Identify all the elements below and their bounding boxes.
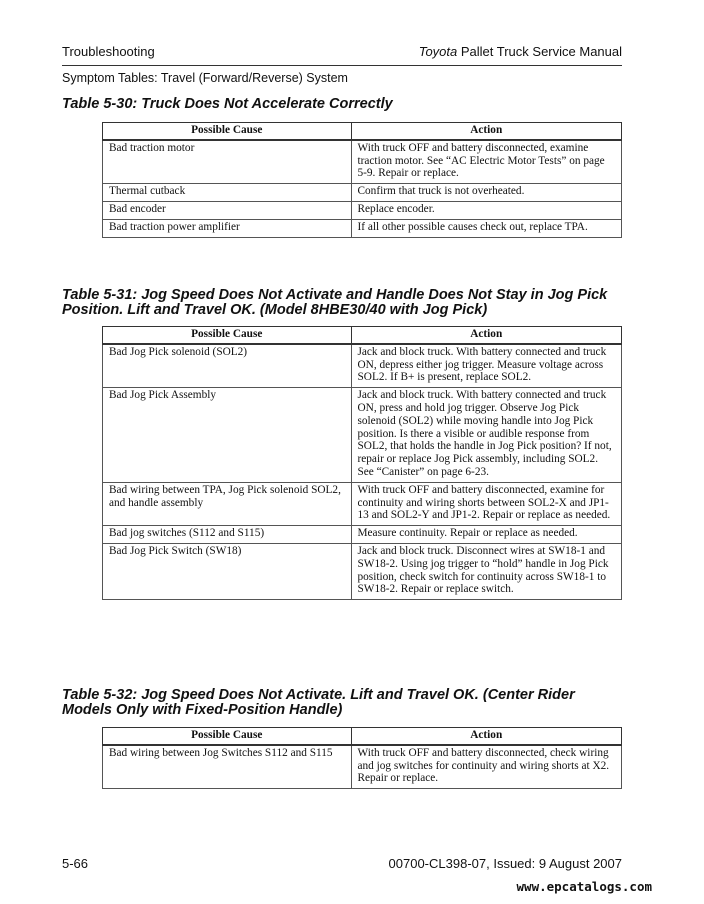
action-cell: Jack and block truck. With battery connected and truck ON, press and hold jog trigger. Observe Jog Pick solenoid (SOL2) while moving handle into Jog Pick position. Is there a visible or audible response from SOL2, that holds the handle in Jog Pick position? If not, repair or replace Jog Pick assembly, including SOL2. See “Canister” on page 6-23. <box>351 388 622 483</box>
cause-cell: Bad Jog Pick Switch (SW18) <box>103 543 352 599</box>
page-number: 5-66 <box>62 856 89 871</box>
table-header-row <box>103 123 622 140</box>
table-header-row <box>103 327 622 344</box>
table-row <box>103 745 622 789</box>
table-header-row <box>103 728 622 745</box>
action-cell: With truck OFF and battery disconnected, check wiring and jog switches for continuity and wiring shorts at X2. Repair or replace. <box>351 745 622 789</box>
action-cell: Confirm that truck is not overheated. <box>351 184 622 202</box>
column-header-cause: Possible Cause <box>103 327 352 344</box>
document-issue: 00700-CL398-07, Issued: 9 August 2007 <box>388 856 622 871</box>
cause-cell: Bad jog switches (S112 and S115) <box>103 526 352 544</box>
cause-cell: Bad Jog Pick Assembly <box>103 388 352 483</box>
action-cell: Replace encoder. <box>351 201 622 219</box>
column-header-cause: Possible Cause <box>103 728 352 745</box>
action-cell: Measure continuity. Repair or replace as needed. <box>351 526 622 544</box>
manual-title: Pallet Truck Service Manual <box>457 44 622 59</box>
header-rule <box>62 65 622 66</box>
table-row <box>103 219 622 237</box>
action-cell: With truck OFF and battery disconnected, examine for continuity and wiring shorts between SOL2-X and JP1-13 and SOL2-Y and JP1-2. Repair or replace as needed. <box>351 482 622 525</box>
action-cell: Jack and block truck. Disconnect wires at SW18-1 and SW18-2. Using jog trigger to “hold” handle in Jog Pick position, check switch for continuity across SW18-1 to SW18-2. Repair or replace switch. <box>351 543 622 599</box>
table-row <box>103 388 622 483</box>
column-header-cause: Possible Cause <box>103 123 352 140</box>
action-cell: Jack and block truck. With battery connected and truck ON, depress either jog trigger. Measure voltage across SOL2. If B+ is present, replace SOL2. <box>351 344 622 388</box>
column-header-action: Action <box>351 728 622 745</box>
action-cell: If all other possible causes check out, replace TPA. <box>351 219 622 237</box>
table-row <box>103 543 622 599</box>
table-5-32 <box>102 727 622 789</box>
table-5-32-title: Table 5-32: Jog Speed Does Not Activate. Lift and Travel OK. (Center Rider Models Only with Fixed-Position Handle) <box>62 687 575 718</box>
cause-cell: Bad traction power amplifier <box>103 219 352 237</box>
brand-name: Toyota <box>418 44 458 59</box>
column-header-action: Action <box>351 327 622 344</box>
table-5-31-title: Table 5-31: Jog Speed Does Not Activate and Handle Does Not Stay in Jog Pick Position. Lift and Travel OK. (Model 8HBE30/40 with Jog Pick) <box>62 287 608 318</box>
cause-cell: Bad Jog Pick solenoid (SOL2) <box>103 344 352 388</box>
cause-cell: Bad wiring between TPA, Jog Pick solenoid SOL2, and handle assembly <box>103 482 352 525</box>
cause-cell: Bad traction motor <box>103 140 352 184</box>
cause-cell: Thermal cutback <box>103 184 352 202</box>
table-5-31 <box>102 326 622 600</box>
action-cell: With truck OFF and battery disconnected, examine traction motor. See “AC Electric Motor Tests” on page 5-9. Repair or replace. <box>351 140 622 184</box>
cause-cell: Bad wiring between Jog Switches S112 and S115 <box>103 745 352 789</box>
column-header-action: Action <box>351 123 622 140</box>
table-5-30-title: Table 5-30: Truck Does Not Accelerate Correctly <box>62 96 393 112</box>
subsection-title: Symptom Tables: Travel (Forward/Reverse) System <box>62 71 348 85</box>
table-row <box>103 344 622 388</box>
table-row <box>103 184 622 202</box>
table-row <box>103 526 622 544</box>
table-5-30 <box>102 122 622 238</box>
table-row <box>103 482 622 525</box>
watermark-url: www.epcatalogs.com <box>516 879 652 894</box>
running-header-section: Troubleshooting <box>62 44 155 59</box>
table-row <box>103 201 622 219</box>
cause-cell: Bad encoder <box>103 201 352 219</box>
running-header-manual <box>419 44 622 59</box>
table-row <box>103 140 622 184</box>
